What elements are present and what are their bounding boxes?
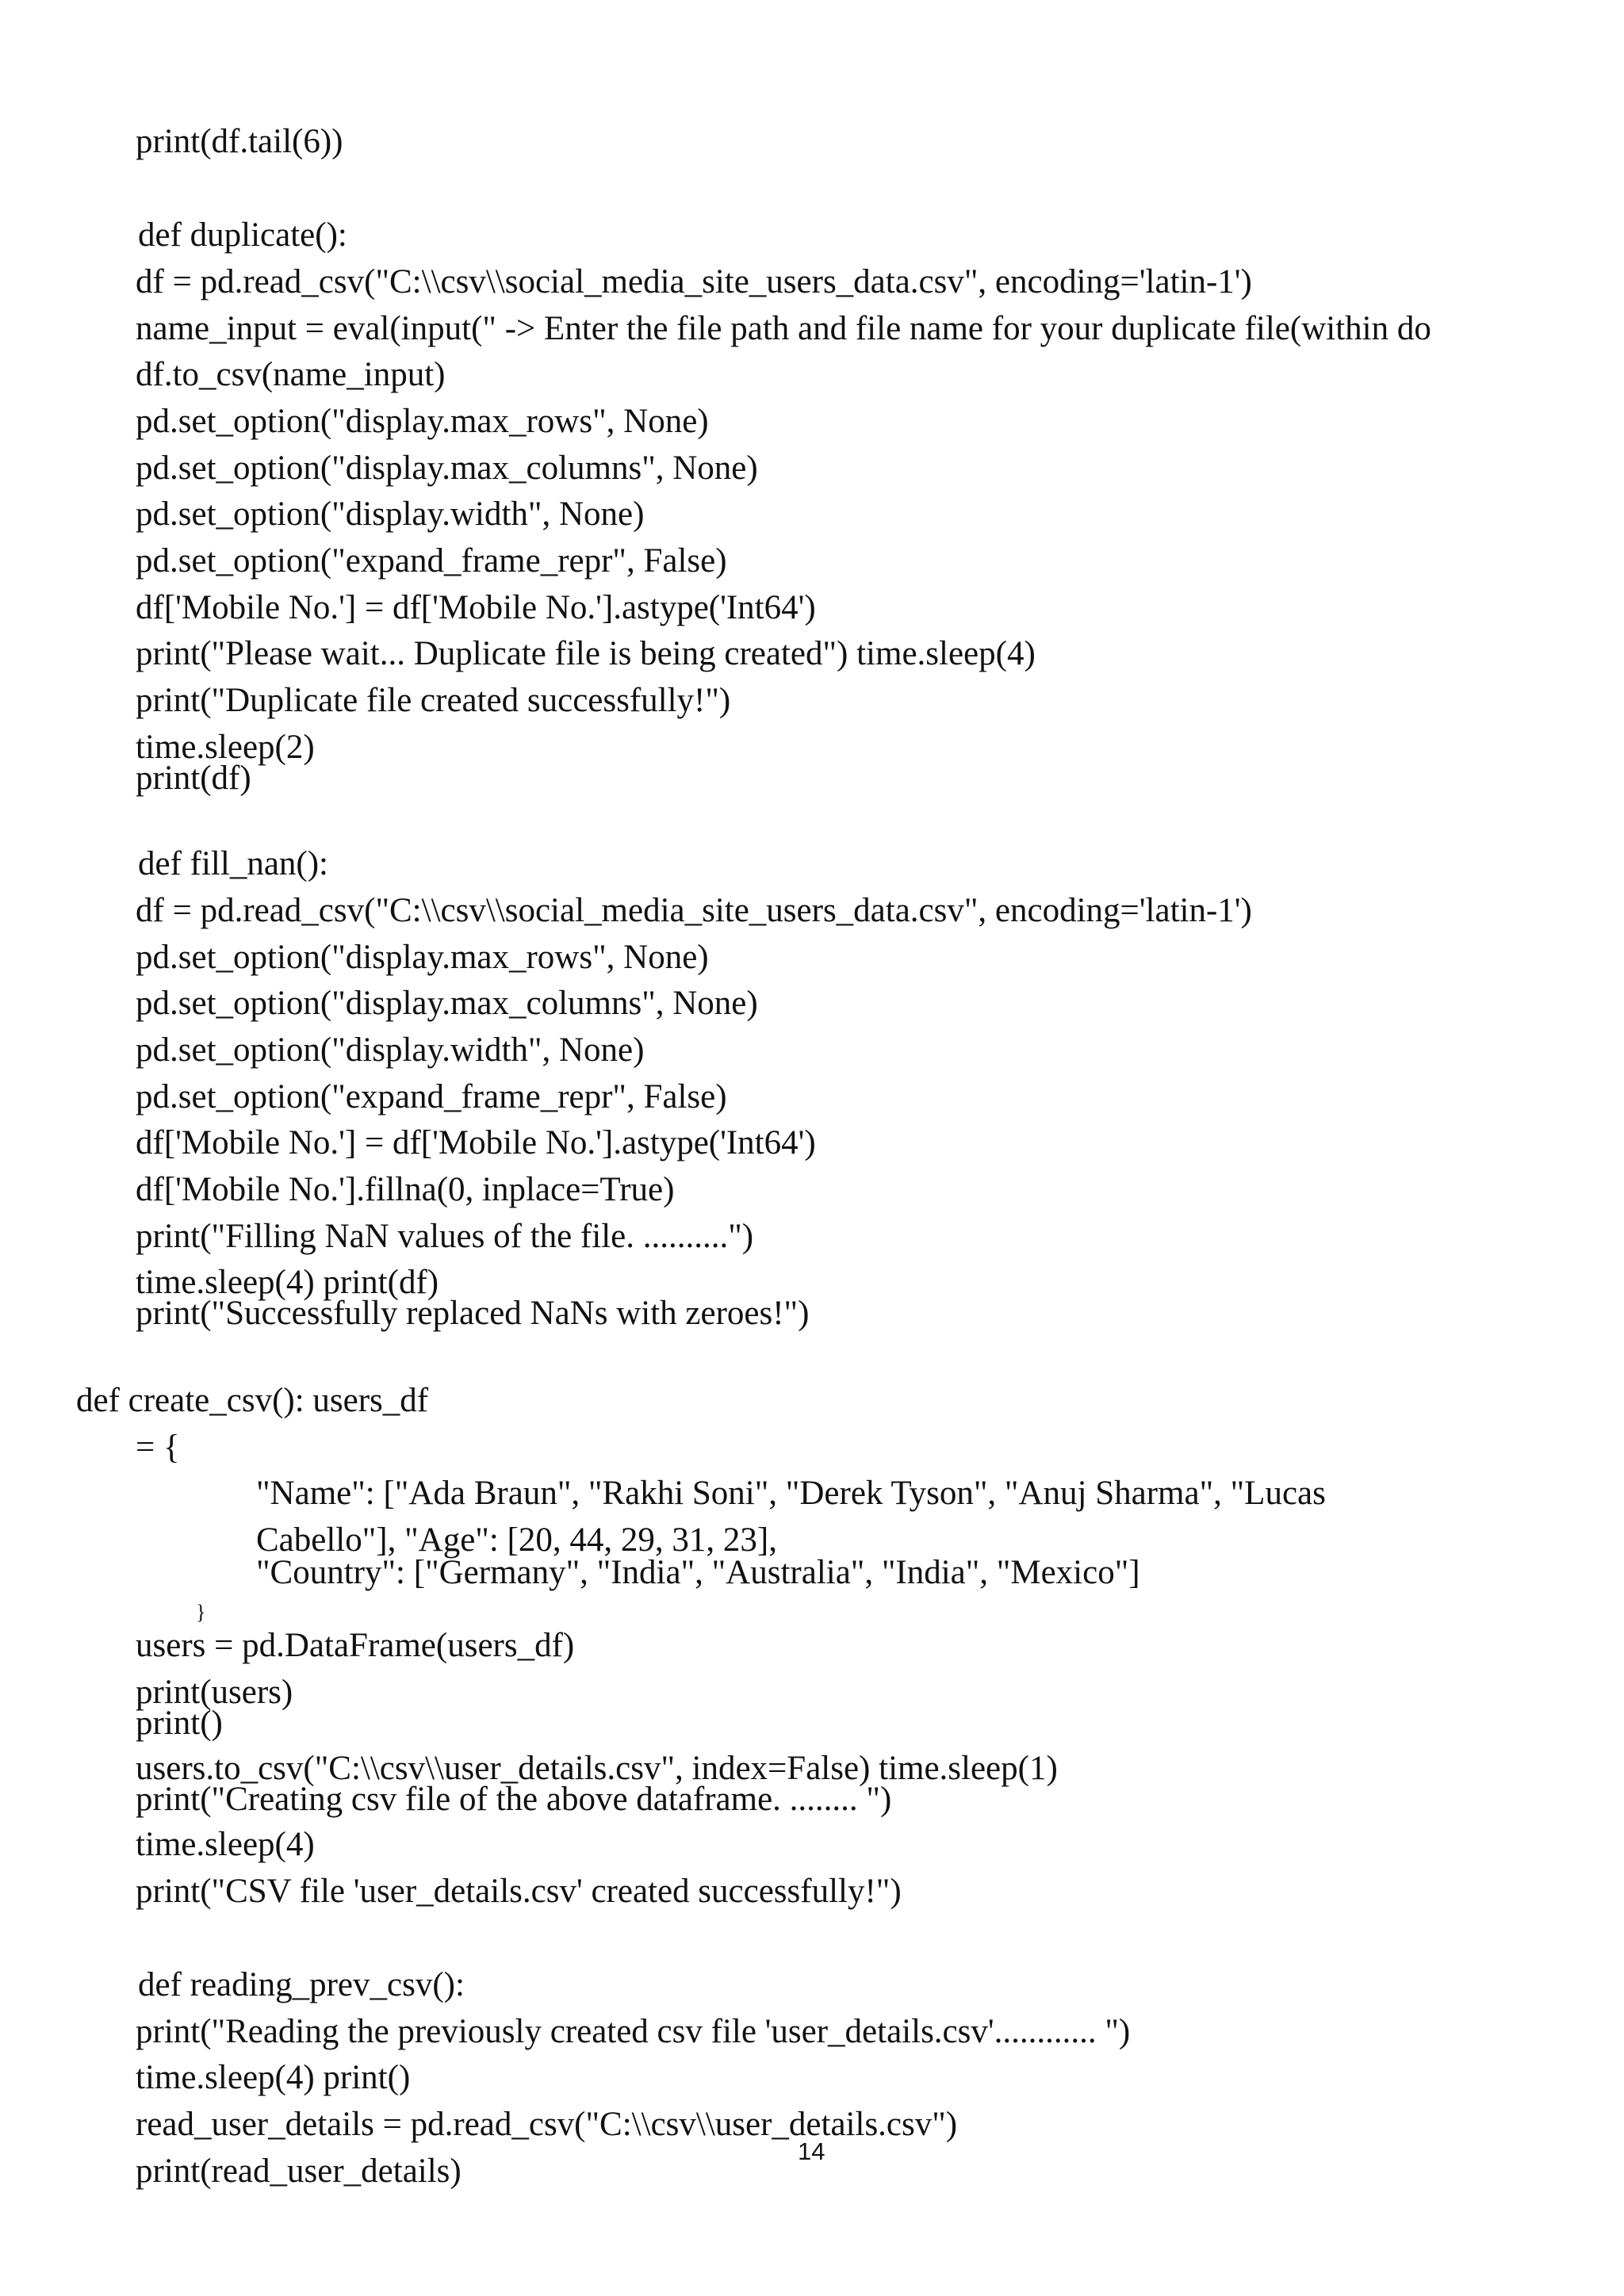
- code-line: print("Reading the previously created csv file 'user_details.csv'............ "): [136, 2013, 1131, 2050]
- code-line: df['Mobile No.'] = df['Mobile No.'].astype('Int64'): [136, 1124, 816, 1161]
- code-line: print("Filling NaN values of the file. .........."): [136, 1218, 754, 1255]
- code-line: print(read_user_details): [136, 2152, 462, 2190]
- code-line: pd.set_option("display.max_columns", None): [136, 985, 758, 1022]
- code-line: print("Duplicate file created successfully!"): [136, 682, 731, 719]
- code-line: pd.set_option("display.width", None): [136, 1031, 645, 1069]
- code-line: print("Please wait... Duplicate file is being created") time.sleep(4): [136, 635, 1036, 672]
- code-line: def reading_prev_csv():: [138, 1966, 465, 2003]
- code-line: Cabello"], "Age": [20, 44, 29, 31, 23],: [256, 1521, 777, 1559]
- code-line: df['Mobile No.'] = df['Mobile No.'].astype('Int64'): [136, 589, 816, 626]
- code-line: print(): [136, 1705, 223, 1742]
- code-line: print(df.tail(6)): [136, 123, 343, 160]
- code-line: def duplicate():: [138, 216, 347, 254]
- code-line: print("CSV file 'user_details.csv' created successfully!"): [136, 1873, 902, 1910]
- code-line: name_input = eval(input(" -> Enter the file path and file name for your duplicate file(within do: [136, 310, 1431, 347]
- code-line: read_user_details = pd.read_csv("C:\\csv\\user_details.csv"): [136, 2106, 958, 2143]
- code-line: = {: [136, 1429, 180, 1466]
- code-line: "Name": ["Ada Braun", "Rakhi Soni", "Derek Tyson", "Anuj Sharma", "Lucas: [256, 1475, 1326, 1512]
- code-line: time.sleep(2): [136, 729, 315, 766]
- code-line: df.to_csv(name_input): [136, 356, 446, 393]
- code-line: time.sleep(4) print(df): [136, 1264, 439, 1301]
- code-line: df = pd.read_csv("C:\\csv\\social_media_site_users_data.csv", encoding='latin-1'): [136, 263, 1252, 300]
- code-line: pd.set_option("display.max_columns", None): [136, 450, 758, 487]
- code-line: print("Successfully replaced NaNs with zeroes!"): [136, 1295, 810, 1332]
- code-line: pd.set_option("expand_frame_repr", False): [136, 1078, 727, 1115]
- code-line: print(df): [136, 760, 251, 797]
- code-line: users = pd.DataFrame(users_df): [136, 1627, 575, 1664]
- code-line: pd.set_option("expand_frame_repr", False): [136, 542, 727, 580]
- code-line: pd.set_option("display.width", None): [136, 496, 645, 533]
- code-line: def create_csv(): users_df: [76, 1382, 429, 1419]
- code-line: df['Mobile No.'].fillna(0, inplace=True): [136, 1171, 675, 1208]
- page-number: 14: [798, 2137, 825, 2165]
- code-line: pd.set_option("display.max_rows", None): [136, 403, 709, 440]
- code-line: df = pd.read_csv("C:\\csv\\social_media_site_users_data.csv", encoding='latin-1'): [136, 892, 1252, 929]
- code-line: print(users): [136, 1674, 293, 1711]
- code-line: print("Creating csv file of the above dataframe. ........ "): [136, 1781, 892, 1818]
- code-line: pd.set_option("display.max_rows", None): [136, 939, 709, 976]
- code-line: time.sleep(4) print(): [136, 2059, 411, 2096]
- code-line: users.to_csv("C:\\csv\\user_details.csv", index=False) time.sleep(1): [136, 1750, 1058, 1787]
- code-line: }: [196, 1601, 206, 1624]
- code-line: "Country": ["Germany", "India", "Australia", "India", "Mexico"]: [256, 1554, 1140, 1591]
- code-line: def fill_nan():: [138, 845, 328, 882]
- code-line: time.sleep(4): [136, 1826, 315, 1863]
